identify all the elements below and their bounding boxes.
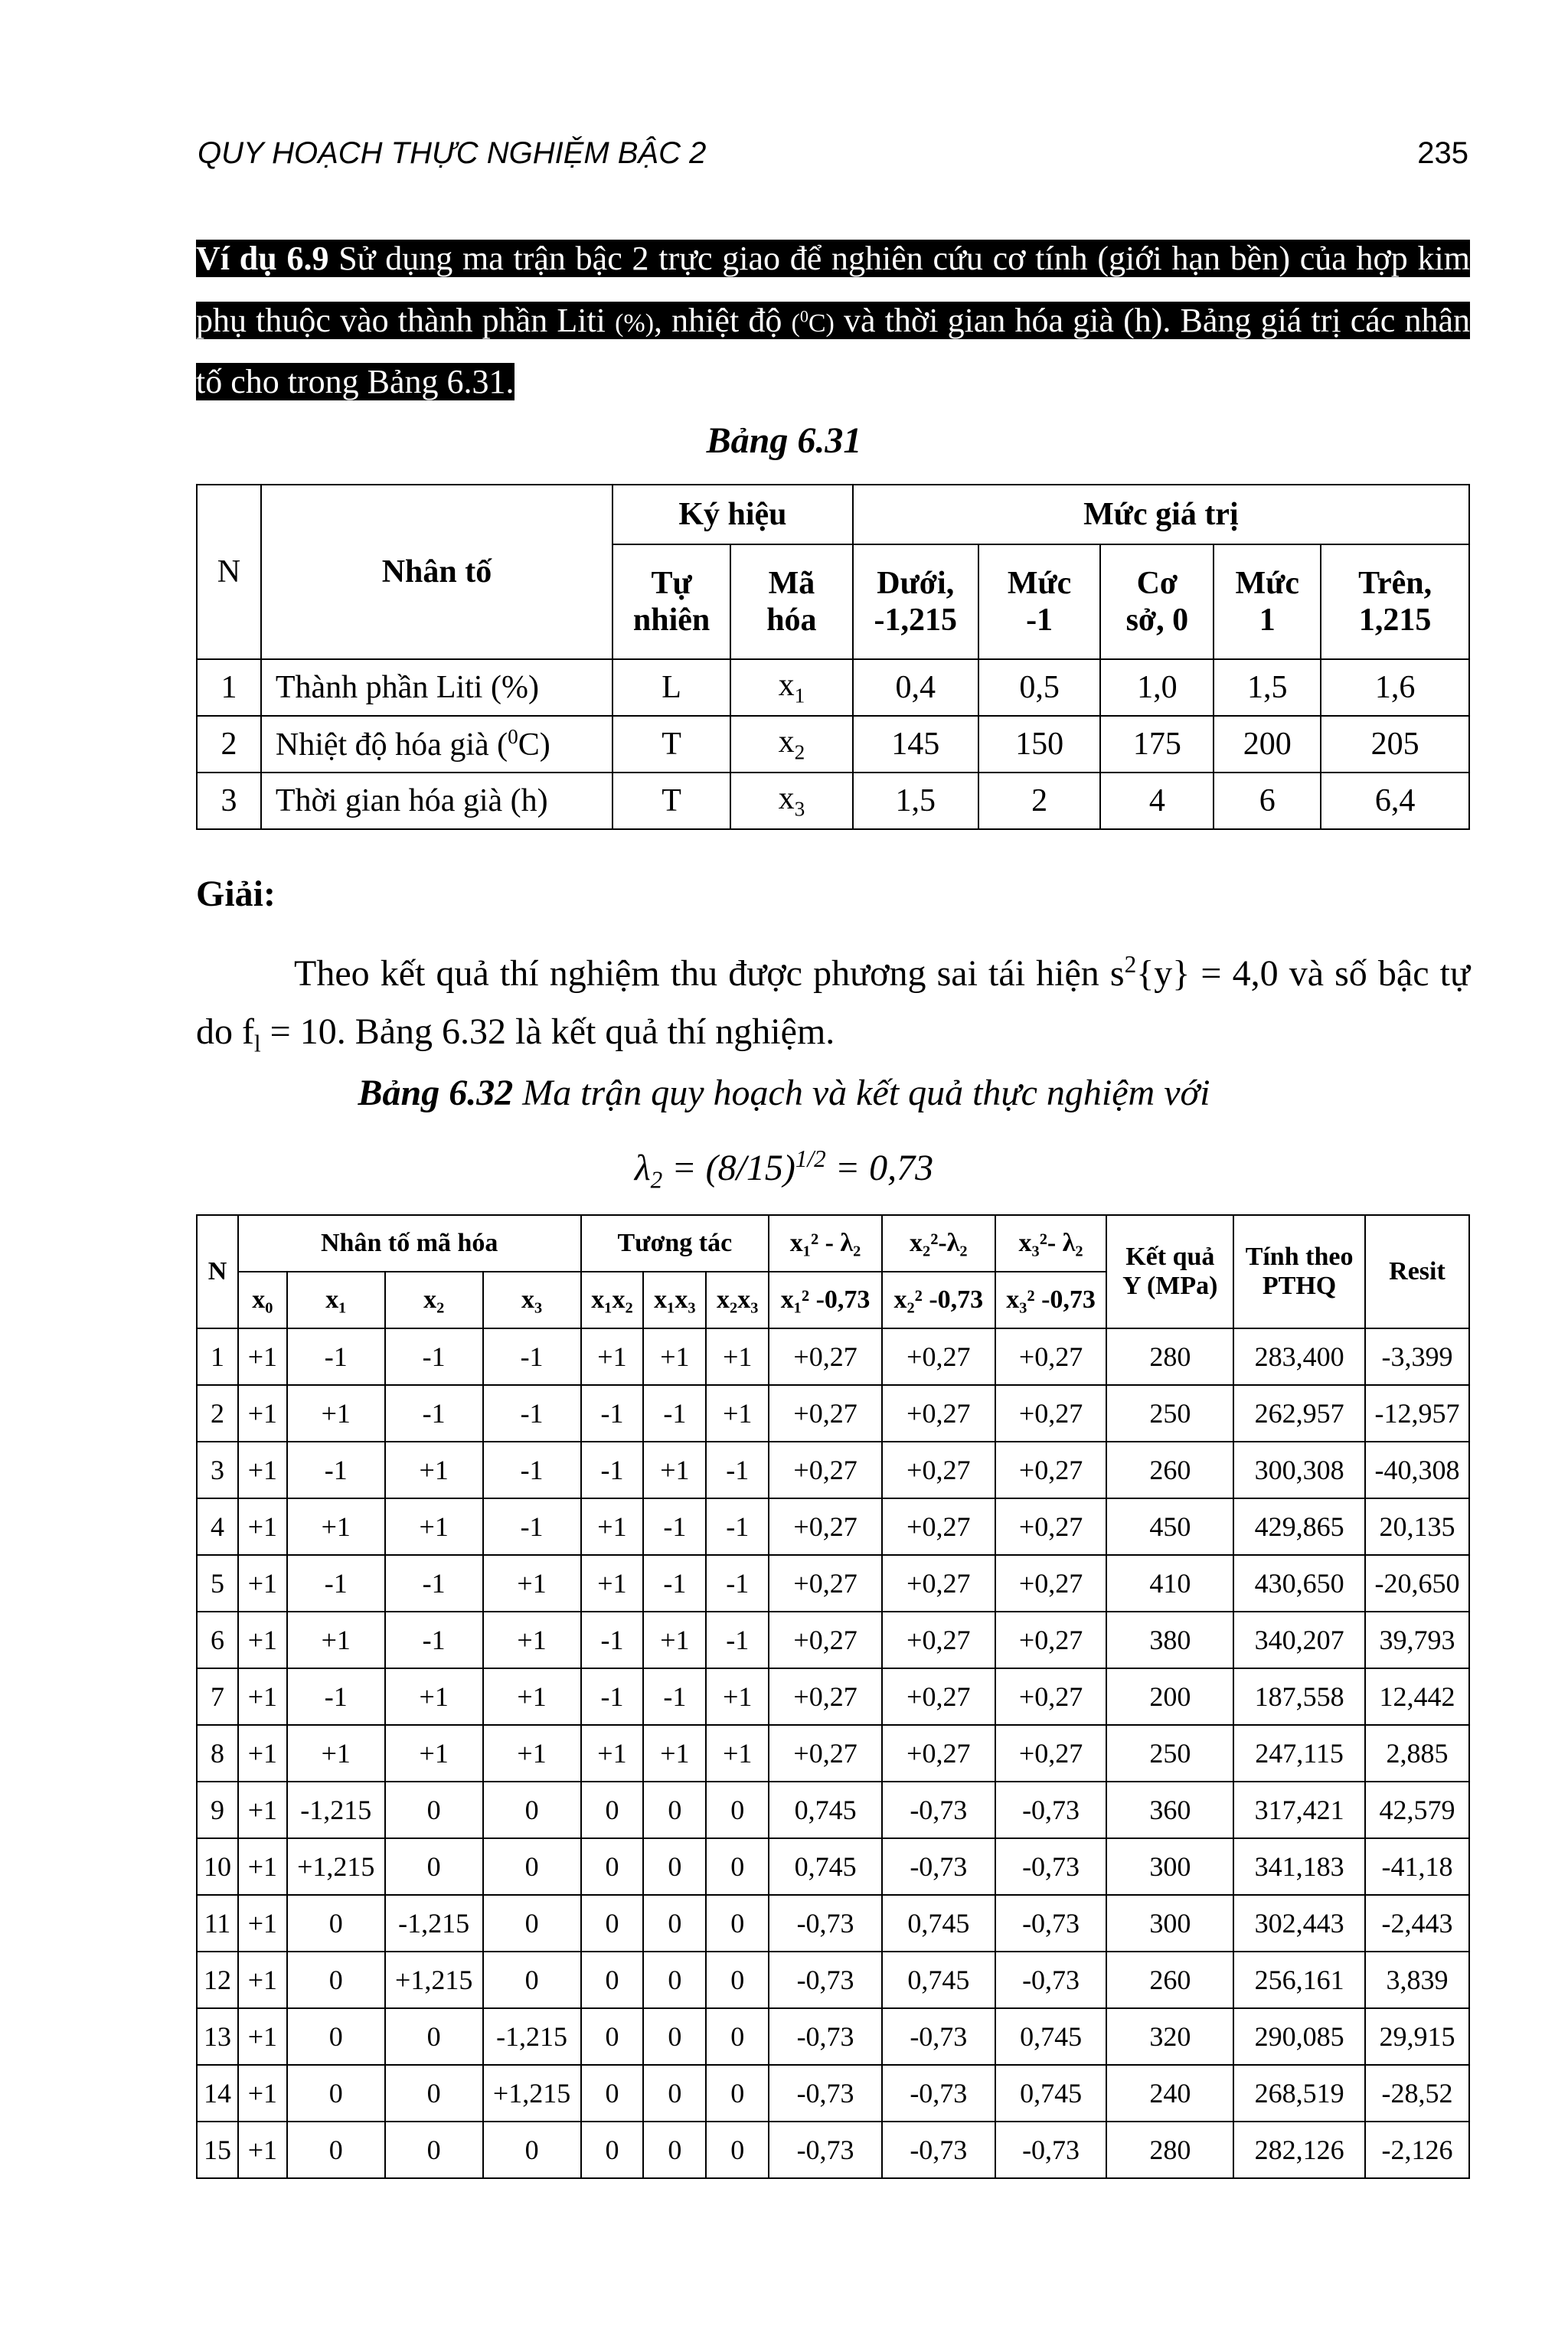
table-cell: -1,215 — [287, 1782, 385, 1838]
table-cell: +1 — [238, 1952, 287, 2008]
table-cell: 0 — [643, 1838, 706, 1895]
table-cell: 0,745 — [995, 2008, 1107, 2065]
table-cell: 6 — [197, 1612, 238, 1668]
table-cell: 0 — [483, 1782, 581, 1838]
table-cell: +0,27 — [769, 1725, 882, 1782]
table-cell: +1 — [238, 1498, 287, 1555]
table-cell: +1 — [643, 1328, 706, 1385]
table-cell: +1 — [238, 2065, 287, 2122]
table-cell: 340,207 — [1233, 1612, 1365, 1668]
table-cell: 260 — [1106, 1952, 1233, 2008]
table-cell: 0 — [483, 1895, 581, 1952]
table-cell: 410 — [1106, 1555, 1233, 1612]
table-cell: +0,27 — [882, 1668, 995, 1725]
table-cell: +0,27 — [769, 1442, 882, 1498]
table-cell: +1 — [385, 1498, 483, 1555]
table-row — [197, 2122, 1469, 2178]
table-cell: 3 — [197, 1442, 238, 1498]
table-cell: -1 — [287, 1668, 385, 1725]
table-cell: 0 — [581, 1838, 644, 1895]
table-cell: -1 — [483, 1498, 581, 1555]
table-cell: +1,215 — [483, 2065, 581, 2122]
table-cell: 283,400 — [1233, 1328, 1365, 1385]
h-sq2: x₂²-λ₂ — [882, 1215, 995, 1272]
table-cell: -1 — [385, 1612, 483, 1668]
table-cell: +1 — [287, 1725, 385, 1782]
table-cell: 14 — [197, 2065, 238, 2122]
table-cell: +1 — [706, 1328, 769, 1385]
table-cell: +1 — [238, 1442, 287, 1498]
table-cell: -1 — [643, 1555, 706, 1612]
table-cell: +1 — [581, 1498, 644, 1555]
table-cell: -1 — [385, 1555, 483, 1612]
table-cell: 0 — [581, 2065, 644, 2122]
table-cell: 450 — [1106, 1498, 1233, 1555]
table-cell: -1 — [643, 1385, 706, 1442]
table-cell: -1,215 — [385, 1895, 483, 1952]
table-cell: 300,308 — [1233, 1442, 1365, 1498]
table-cell: 0,745 — [769, 1782, 882, 1838]
solution-paragraph: Theo kết quả thí nghiệm thu được phương sai tái hiện $s^2\{y\} = 4,0$ và số bậc tự do $f_l = 10$. Bảng 6.32 là kết quả thí nghiệm. — [196, 951, 1470, 1057]
table-row — [197, 2008, 1469, 2065]
table-cell: -12,957 — [1365, 1385, 1469, 1442]
table-cell: 280 — [1106, 1328, 1233, 1385]
table-row — [197, 1385, 1469, 1442]
table-cell: 200 — [1106, 1668, 1233, 1725]
table-cell: -1 — [581, 1612, 644, 1668]
table-cell: 4 — [197, 1498, 238, 1555]
table-cell: +0,27 — [882, 1328, 995, 1385]
table-cell: -0,73 — [995, 1895, 1107, 1952]
table-cell: -0,73 — [882, 2008, 995, 2065]
table-cell: +0,27 — [995, 1612, 1107, 1668]
table-cell: -0,73 — [769, 2065, 882, 2122]
table-cell: 0,745 — [882, 1952, 995, 2008]
table-row — [197, 2065, 1469, 2122]
example-text-c: và thời gian hóa già (h). Bảng giá trị các nhân tố cho trong Bảng 6.31. — [196, 302, 1471, 401]
header-upper: Trên, 1,215 — [1321, 544, 1469, 659]
table-cell: +1 — [581, 1328, 644, 1385]
table-cell: 280 — [1106, 2122, 1233, 2178]
table-cell: 0 — [287, 1895, 385, 1952]
table-cell: -1 — [643, 1668, 706, 1725]
table-cell: -1 — [643, 1498, 706, 1555]
header-symbol: Ký hiệu — [612, 485, 853, 544]
table-cell: -1 — [483, 1442, 581, 1498]
table-cell: 3,839 — [1365, 1952, 1469, 2008]
table-cell: -28,52 — [1365, 2065, 1469, 2122]
h-coded: Nhân tố mã hóa — [238, 1215, 581, 1272]
table-cell: 247,115 — [1233, 1725, 1365, 1782]
table-cell: 0 — [643, 1782, 706, 1838]
table-cell: +1 — [581, 1725, 644, 1782]
table-cell: +1 — [238, 2122, 287, 2178]
header-lower: Dưới, -1,215 — [853, 544, 978, 659]
table-cell: -20,650 — [1365, 1555, 1469, 1612]
table-cell: +1 — [643, 1442, 706, 1498]
table-cell: -2,443 — [1365, 1895, 1469, 1952]
table-cell: +1 — [706, 1668, 769, 1725]
h-resid: Resit — [1365, 1215, 1469, 1328]
unit-celsius: ($^0$C) — [791, 307, 835, 338]
table-cell: +1 — [287, 1385, 385, 1442]
table-cell: 0 — [385, 2065, 483, 2122]
table-row: 2 Nhiệt độ hóa già ($^0$C) T $x_2$ 145 150 175 200 205 — [197, 716, 1469, 773]
table-cell: 0,745 — [769, 1838, 882, 1895]
table-cell: 0 — [706, 2008, 769, 2065]
example-label: Ví dụ 6.9 — [196, 240, 329, 277]
table-cell: +0,27 — [882, 1385, 995, 1442]
table-cell: 10 — [197, 1838, 238, 1895]
table-cell: +1 — [238, 1725, 287, 1782]
table-cell: -1 — [287, 1328, 385, 1385]
table-cell: +0,27 — [882, 1725, 995, 1782]
table-cell: +0,27 — [769, 1328, 882, 1385]
table-cell: +1 — [238, 1612, 287, 1668]
table-cell: 20,135 — [1365, 1498, 1469, 1555]
table-cell: +1 — [385, 1668, 483, 1725]
table-cell: +0,27 — [882, 1555, 995, 1612]
table-cell: 282,126 — [1233, 2122, 1365, 2178]
table-cell: 0 — [483, 1952, 581, 2008]
table-cell: 0,745 — [882, 1895, 995, 1952]
table-cell: 0 — [287, 1952, 385, 2008]
h-sq1: x₁² - λ₂ — [769, 1215, 882, 1272]
table-cell: +1 — [238, 1328, 287, 1385]
header-base: Cơ sở, 0 — [1100, 544, 1214, 659]
table-cell: 9 — [197, 1782, 238, 1838]
table-cell: 0 — [581, 1952, 644, 2008]
table-row — [197, 1442, 1469, 1498]
table-cell: 7 — [197, 1668, 238, 1725]
table-cell: +0,27 — [882, 1442, 995, 1498]
table-cell: -0,73 — [769, 2122, 882, 2178]
table-cell: 187,558 — [1233, 1668, 1365, 1725]
table-cell: -0,73 — [769, 1895, 882, 1952]
table-cell: 0 — [287, 2122, 385, 2178]
table-cell: +0,27 — [882, 1612, 995, 1668]
table-cell: 0 — [581, 1782, 644, 1838]
table-cell: +1 — [483, 1725, 581, 1782]
table-row — [197, 1668, 1469, 1725]
page-number: 235 — [1417, 136, 1468, 170]
table-row — [197, 1952, 1469, 2008]
table-cell: +0,27 — [882, 1498, 995, 1555]
table-cell: 39,793 — [1365, 1612, 1469, 1668]
table-cell: +1,215 — [287, 1838, 385, 1895]
table-cell: +1 — [238, 1385, 287, 1442]
table-cell: 12,442 — [1365, 1668, 1469, 1725]
table-cell: 0 — [643, 1895, 706, 1952]
table-cell: -1 — [581, 1668, 644, 1725]
table-cell: +1 — [706, 1385, 769, 1442]
table-cell: +0,27 — [995, 1498, 1107, 1555]
table-cell: +0,27 — [995, 1725, 1107, 1782]
table-cell: +0,27 — [995, 1668, 1107, 1725]
table-cell: 0 — [706, 2065, 769, 2122]
table-cell: 0 — [287, 2065, 385, 2122]
table-cell: +1 — [238, 1555, 287, 1612]
table-cell: +1 — [483, 1668, 581, 1725]
table-cell: 0 — [581, 2008, 644, 2065]
table-cell: 268,519 — [1233, 2065, 1365, 2122]
table-row — [197, 1612, 1469, 1668]
table-cell: -0,73 — [995, 1838, 1107, 1895]
table-cell: 300 — [1106, 1895, 1233, 1952]
table-cell: 302,443 — [1233, 1895, 1365, 1952]
table-cell: +1 — [287, 1498, 385, 1555]
table-cell: -1 — [706, 1442, 769, 1498]
table-cell: 0 — [706, 1895, 769, 1952]
table-cell: 0 — [706, 1838, 769, 1895]
table-cell: -0,73 — [882, 1838, 995, 1895]
table-cell: 360 — [1106, 1782, 1233, 1838]
table-row: 1 Thành phần Liti (%) L $x_1$ 0,4 0,5 1,0 1,5 1,6 — [197, 659, 1469, 716]
table-cell: -0,73 — [995, 2122, 1107, 2178]
header-coded: Mã hóa — [730, 544, 853, 659]
running-title: QUY HOẠCH THỰC NGHIỆM BẬC 2 — [198, 136, 707, 170]
table-cell: +1 — [581, 1555, 644, 1612]
header-n: N — [197, 485, 261, 659]
table-cell: +1 — [643, 1612, 706, 1668]
solution-heading: Giải: — [196, 874, 276, 914]
table-cell: 290,085 — [1233, 2008, 1365, 2065]
table-row — [197, 1498, 1469, 1555]
table-cell: 5 — [197, 1555, 238, 1612]
table-cell: +1 — [238, 1668, 287, 1725]
h-interaction: Tương tác — [581, 1215, 769, 1272]
factor-cell: Nhiệt độ hóa già ($^0$C) — [261, 716, 612, 773]
table-cell: -0,73 — [995, 1782, 1107, 1838]
table-cell: 262,957 — [1233, 1385, 1365, 1442]
example-paragraph — [196, 230, 1470, 411]
h-calc: Tính theo PTHQ — [1233, 1215, 1365, 1328]
table-cell: 320 — [1106, 2008, 1233, 2065]
header-levels: Mức giá trị — [853, 485, 1469, 544]
table-cell: 0 — [643, 1952, 706, 2008]
factor-cell: Thời gian hóa già (h) — [261, 773, 612, 829]
table-row — [197, 1328, 1469, 1385]
table-cell: -1,215 — [483, 2008, 581, 2065]
table-row — [197, 1838, 1469, 1895]
table-cell: +1 — [483, 1555, 581, 1612]
table-cell: +1 — [238, 1838, 287, 1895]
table-cell: +0,27 — [769, 1385, 882, 1442]
table-cell: -41,18 — [1365, 1838, 1469, 1895]
h-sq3: x₃²- λ₂ — [995, 1215, 1107, 1272]
example-text-a: Sử dụng ma trận bậc 2 trực giao để nghiên cứu cơ tính (giới hạn bền) của hợp kim phụ thuộc vào thành phần Liti — [196, 240, 1470, 340]
table-cell: 0 — [643, 2065, 706, 2122]
table-cell: -0,73 — [995, 1952, 1107, 2008]
table-cell: 429,865 — [1233, 1498, 1365, 1555]
table-row: 3 Thời gian hóa già (h) T $x_3$ 1,5 2 4 6 6,4 — [197, 773, 1469, 829]
table-cell: -0,73 — [769, 1952, 882, 2008]
table-cell: -1 — [287, 1442, 385, 1498]
example-text-b: , nhiệt độ — [654, 302, 792, 340]
table-cell: 11 — [197, 1895, 238, 1952]
table-cell: +0,27 — [995, 1555, 1107, 1612]
table-cell: -0,73 — [882, 1782, 995, 1838]
table-cell: 0 — [483, 2122, 581, 2178]
table-cell: -1 — [483, 1385, 581, 1442]
table-cell: 240 — [1106, 2065, 1233, 2122]
table-cell: 12 — [197, 1952, 238, 2008]
table-cell: 15 — [197, 2122, 238, 2178]
table-cell: 0 — [706, 2122, 769, 2178]
table-cell: 0 — [581, 2122, 644, 2178]
table-cell: -1 — [483, 1328, 581, 1385]
h-result: Kết quả Y (MPa) — [1106, 1215, 1233, 1328]
table-cell: 300 — [1106, 1838, 1233, 1895]
table-cell: 1 — [197, 1328, 238, 1385]
table-cell: -0,73 — [882, 2065, 995, 2122]
table-cell: +0,27 — [769, 1612, 882, 1668]
table-632-caption: Bảng 6.32 Ma trận quy hoạch và kết quả thực nghiệm với — [358, 1073, 1210, 1113]
table-cell: +1 — [238, 1782, 287, 1838]
table-cell: 42,579 — [1365, 1782, 1469, 1838]
table-row — [197, 1782, 1469, 1838]
table-cell: 0 — [385, 1782, 483, 1838]
table-cell: 0 — [581, 1895, 644, 1952]
table-cell: 250 — [1106, 1385, 1233, 1442]
table-cell: -1 — [706, 1612, 769, 1668]
table-cell: 2 — [197, 1385, 238, 1442]
unit-percent: (%) — [615, 309, 655, 338]
page-header — [198, 136, 1468, 182]
header-minus1: Mức -1 — [978, 544, 1101, 659]
table-cell: -1 — [706, 1498, 769, 1555]
table-cell: +1 — [706, 1725, 769, 1782]
table-cell: -0,73 — [882, 2122, 995, 2178]
table-cell: 0,745 — [995, 2065, 1107, 2122]
table-cell: -0,73 — [769, 2008, 882, 2065]
table-cell: 256,161 — [1233, 1952, 1365, 2008]
table-cell: -2,126 — [1365, 2122, 1469, 2178]
table-632: N Nhân tố mã hóa Tương tác x₁² - λ₂ x₂²-λ₂ x₃²- λ₂ Kết quả Y (MPa) Tính theo PTHQ Resit x₀ x₁ x₂ x₃ x₁x₂ x₁x₃ x₂x₃ x₁² -0,73 x₂² -0,73 x₃² -0,73 1 +1 -1 -1 -1 +1 +1 +1 +0,27 +0,27 +0,27 280 283,400 -3,399 2 +1 +1 -1 -1 -1 -1 +1 +0,27 +0,27 +0,27 250 262,957 -12,957 3 +1 -1 +1 -1 -1 +1 -1 +0,27 +0,27 +0,27 260 300,308 -40,308 4 +1 +1 +1 -1 +1 -1 -1 +0,27 +0,27 +0,27 450 429,865 20,135 5 +1 -1 -1 +1 +1 -1 -1 +0,27 +0,27 +0,27 410 430,650 -20,650 6 +1 +1 -1 +1 -1 +1 -1 +0,27 +0,27 +0,27 380 340,207 39,793 7 +1 -1 +1 +1 -1 -1 +1 +0,27 +0,27 +0,27 200 187,558 12,442 8 +1 +1 +1 +1 +1 +1 +1 +0,27 +0,27 +0,27 250 247,115 2,885 9 +1 -1,215 0 0 0 0 0 0,745 -0,73 -0,73 360 317,421 42,579 10 +1 +1,215 0 0 0 0 0 0,745 -0,73 -0,73 300 341,183 -41,18 11 +1 0 -1,215 0 0 0 0 -0,73 0,745 -0,73 300 302,443 -2,443 12 +1 0 +1,215 0 0 0 0 -0,73 0,745 -0,73 260 256,161 3,839 13 +1 0 0 -1,215 0 0 0 -0,73 -0,73 0,745 320 290,085 29,915 14 +1 0 0 +1,215 0 0 0 -0,73 -0,73 0,745 240 268,519 -28,52 15 +1 0 0 0 0 0 0 -0,73 -0,73 -0,73 280 282,126 -2,126 — [196, 1214, 1470, 2179]
table-cell: 13 — [197, 2008, 238, 2065]
table-cell: +0,27 — [769, 1668, 882, 1725]
table-cell: +0,27 — [995, 1385, 1107, 1442]
table-cell: -1 — [706, 1555, 769, 1612]
table-cell: 2,885 — [1365, 1725, 1469, 1782]
table-cell: -1 — [385, 1328, 483, 1385]
table-row — [197, 1895, 1469, 1952]
table-cell: +1 — [643, 1725, 706, 1782]
table-cell: 0 — [483, 1838, 581, 1895]
header-natural: Tự nhiên — [612, 544, 730, 659]
table-cell: 0 — [385, 2008, 483, 2065]
table-cell: -40,308 — [1365, 1442, 1469, 1498]
table-cell: 341,183 — [1233, 1838, 1365, 1895]
table-631-caption: Bảng 6.31 — [706, 420, 862, 461]
table-cell: -3,399 — [1365, 1328, 1469, 1385]
header-plus1: Mức 1 — [1214, 544, 1321, 659]
table-cell: +1 — [238, 2008, 287, 2065]
table-cell: 430,650 — [1233, 1555, 1365, 1612]
table-row — [197, 1555, 1469, 1612]
table-cell: -1 — [581, 1385, 644, 1442]
h-n: N — [197, 1215, 238, 1328]
table-cell: +0,27 — [995, 1328, 1107, 1385]
table-row — [197, 1725, 1469, 1782]
table-cell: -1 — [287, 1555, 385, 1612]
table-cell: +0,27 — [995, 1442, 1107, 1498]
table-cell: 317,421 — [1233, 1782, 1365, 1838]
table-cell: 29,915 — [1365, 2008, 1469, 2065]
table-cell: 260 — [1106, 1442, 1233, 1498]
factor-cell: Thành phần Liti (%) — [261, 659, 612, 716]
table-cell: +1 — [483, 1612, 581, 1668]
table-cell: 0 — [643, 2122, 706, 2178]
table-cell: +1 — [238, 1895, 287, 1952]
table-631 — [196, 484, 1470, 830]
header-factor: Nhân tố — [261, 485, 612, 659]
table-cell: 0 — [706, 1952, 769, 2008]
table-cell: 0 — [385, 2122, 483, 2178]
table-cell: 0 — [287, 2008, 385, 2065]
table-cell: 250 — [1106, 1725, 1233, 1782]
table-cell: +1 — [385, 1442, 483, 1498]
table-cell: +1,215 — [385, 1952, 483, 2008]
table-cell: -1 — [385, 1385, 483, 1442]
table-cell: 0 — [643, 2008, 706, 2065]
table-cell: 380 — [1106, 1612, 1233, 1668]
table-cell: 8 — [197, 1725, 238, 1782]
table-cell: -1 — [581, 1442, 644, 1498]
table-cell: 0 — [706, 1782, 769, 1838]
table-cell: +1 — [287, 1612, 385, 1668]
table-cell: 0 — [385, 1838, 483, 1895]
table-632-lambda: $\lambda_2 = (8/15)^{1/2} = 0,73$ — [634, 1145, 934, 1194]
table-cell: +1 — [385, 1725, 483, 1782]
table-cell: +0,27 — [769, 1498, 882, 1555]
table-cell: +0,27 — [769, 1555, 882, 1612]
